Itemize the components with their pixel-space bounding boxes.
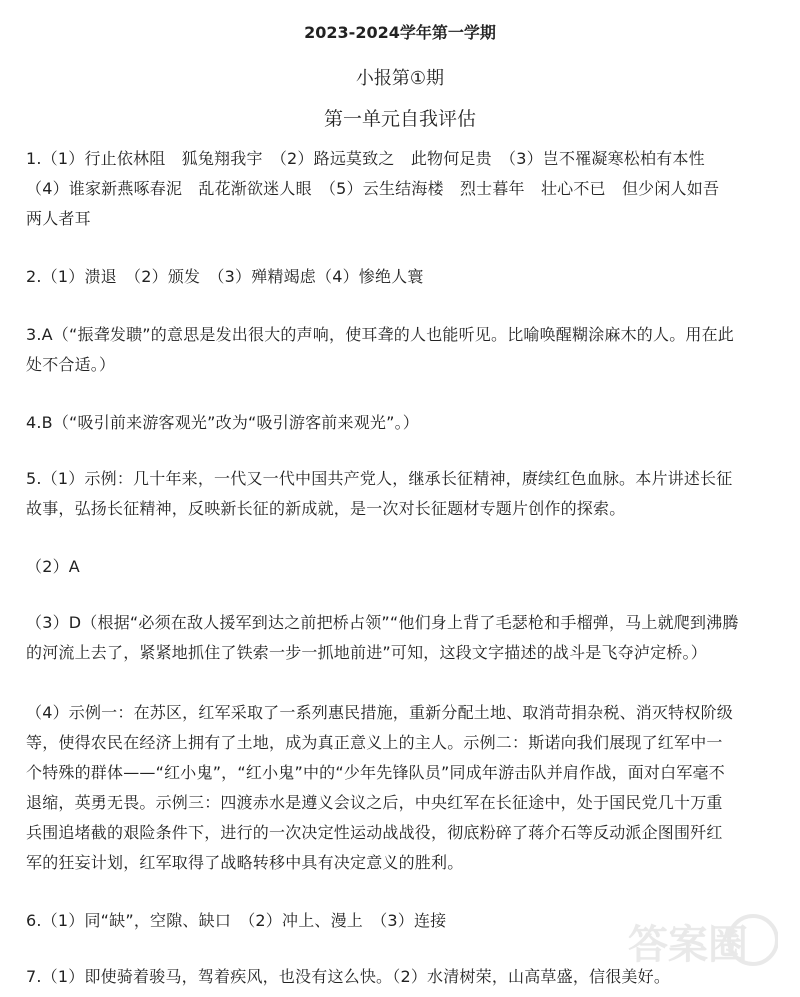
answer-line: 处不合适。） bbox=[26, 355, 116, 374]
answer-line: 1.（1）行止依林阻 狐兔翔我宇 （2）路远莫致之 此物何足贵 （3）岂不罹凝寒松柏有本性 bbox=[26, 149, 705, 168]
answer-line: 个特殊的群体——“红小鬼”，“红小鬼”中的“少年先锋队员”同成年游击队并肩作战，面对白军毫不 bbox=[26, 763, 725, 782]
unit-title: 第一单元自我评估 bbox=[323, 108, 476, 130]
answer-line: （2）A bbox=[26, 557, 80, 576]
answer-q5-1 bbox=[26, 464, 786, 524]
answer-line: （4）谁家新燕啄春泥 乱花渐欲迷人眼 （5）云生结海楼 烈士暮年 壮心不已 但少闲人如吾 bbox=[26, 179, 720, 198]
answer-line: 2.（1）溃退 （2）颁发 （3）殚精竭虑（4）惨绝人寰 bbox=[26, 267, 424, 286]
answer-line: 4.B（“吸引前来游客观光”改为“吸引游客前来观光”。） bbox=[26, 413, 419, 432]
answer-line: 3.A（“振聋发聩”的意思是发出很大的声响，使耳聋的人也能听见。比喻唤醒糊涂麻木的人。用在此 bbox=[26, 325, 734, 344]
answer-line: 6.（1）同“缺”，空隙、缺口 （2）冲上、漫上 （3）连接 bbox=[26, 911, 447, 930]
answer-q4 bbox=[26, 408, 786, 438]
answer-q6 bbox=[26, 906, 786, 936]
answer-line: 军的狂妄计划，红军取得了战略转移中具有决定意义的胜利。 bbox=[26, 853, 464, 872]
answer-line: 退缩，英勇无畏。示例三：四渡赤水是遵义会议之后，中央红军在长征途中，处于国民党几十万重 bbox=[26, 793, 723, 812]
answer-line: （4）示例一：在苏区，红军采取了一系列惠民措施，重新分配土地、取消苛捐杂税、消灭特权阶级 bbox=[26, 703, 733, 722]
answer-q5-4 bbox=[26, 698, 786, 878]
answer-line: 两人者耳 bbox=[26, 209, 91, 228]
answer-line: 等，使得农民在经济上拥有了土地，成为真正意义上的主人。示例二：斯诺向我们展现了红军中一 bbox=[26, 733, 723, 752]
term-title: 2023-2024学年第一学期 bbox=[304, 23, 496, 42]
answer-line: 兵围追堵截的艰险条件下，进行的一次决定性运动战战役，彻底粉碎了蒋介石等反动派企图围歼红 bbox=[26, 823, 723, 842]
answer-q2 bbox=[26, 262, 786, 292]
answer-line: 故事，弘扬长征精神，反映新长征的新成就，是一次对长征题材专题片创作的探索。 bbox=[26, 499, 626, 518]
answer-line: 5.（1）示例：几十年来，一代又一代中国共产党人，继承长征精神，赓续红色血脉。本片讲述长征 bbox=[26, 469, 733, 488]
answer-q5-2 bbox=[26, 552, 786, 582]
watermark-text: 答案圈 bbox=[628, 922, 748, 968]
answer-q5-3 bbox=[26, 608, 786, 668]
answer-q7 bbox=[26, 962, 786, 992]
answer-q1 bbox=[26, 144, 786, 234]
answer-line: 7.（1）即使骑着骏马，驾着疾风，也没有这么快。（2）水清树荣，山高草盛，信很美好。 bbox=[26, 967, 671, 986]
answer-line: 的河流上去了，紧紧地抓住了铁索一步一抓地前进”可知，这段文字描述的战斗是飞夺泸定桥。） bbox=[26, 643, 707, 662]
newspaper-issue-title: 小报第①期 bbox=[355, 68, 445, 89]
answer-line: （3）D（根据“必须在敌人援军到达之前把桥占领”“他们身上背了毛瑟枪和手榴弹，马上就爬到沸腾 bbox=[26, 613, 739, 632]
answer-q3 bbox=[26, 320, 786, 380]
